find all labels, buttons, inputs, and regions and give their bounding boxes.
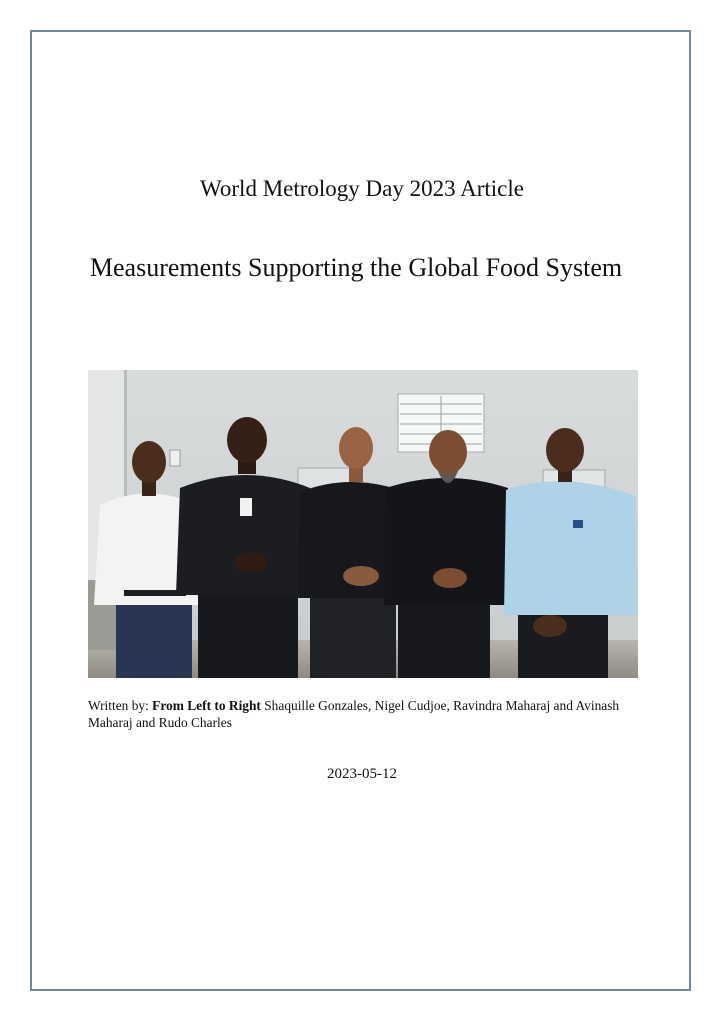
- byline-prefix: Written by:: [88, 698, 153, 713]
- group-photo: [88, 370, 638, 678]
- byline: [88, 697, 648, 731]
- byline-names: Shaquille Gonzales, Nigel Cudjoe, Ravindra Maharaj and Avinash Maharaj and Rudo Charles: [88, 698, 620, 730]
- article-date: 2023-05-12: [327, 766, 397, 782]
- article-kicker: World Metrology Day 2023 Article: [200, 176, 524, 201]
- article-title: Measurements Supporting the Global Food System: [89, 253, 623, 282]
- group-photo-illustration: [88, 370, 638, 678]
- byline-emphasis: From Left to Right: [152, 698, 261, 713]
